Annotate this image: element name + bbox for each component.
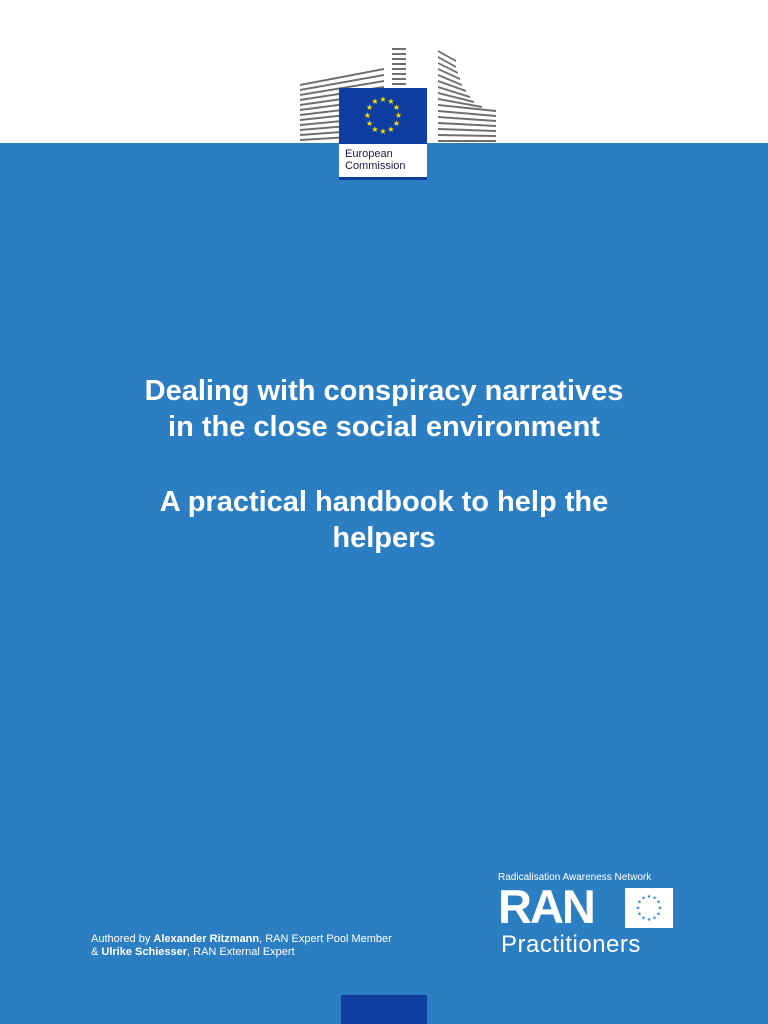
subtitle-line-2: helpers xyxy=(332,522,436,554)
svg-text:★: ★ xyxy=(652,895,657,902)
authors-credit xyxy=(91,933,451,959)
authored-by-prefix: Authored by xyxy=(91,933,154,945)
ec-underline xyxy=(339,177,427,180)
ran-logo-text: RAN xyxy=(498,880,594,933)
author-1-role: , RAN Expert Pool Member xyxy=(259,933,392,945)
document-subtitle xyxy=(84,484,684,556)
ran-network-name: Radicalisation Awareness Network xyxy=(498,872,652,883)
svg-text:★: ★ xyxy=(379,127,387,136)
svg-text:★: ★ xyxy=(387,125,395,134)
ran-practitioners-text: Practitioners xyxy=(501,931,641,958)
svg-text:★: ★ xyxy=(641,915,646,922)
author-2-role: , RAN External Expert xyxy=(187,946,295,958)
svg-text:★: ★ xyxy=(646,917,652,923)
ec-org-name-line2: Commission xyxy=(345,160,406,172)
bottom-flag-bar xyxy=(341,995,427,1024)
author-2-name: Ulrike Schiesser xyxy=(101,946,188,958)
title-line-2: in the close social environment xyxy=(168,411,600,443)
svg-text:★: ★ xyxy=(392,119,401,128)
svg-text:★: ★ xyxy=(371,97,379,106)
eu-flag-icon xyxy=(339,88,427,144)
subtitle-line-1: A practical handbook to help the xyxy=(159,486,609,518)
ec-org-name-line1: European xyxy=(345,148,393,160)
author-line-1 xyxy=(91,933,451,946)
author-1-name: Alexander Ritzmann xyxy=(153,933,260,945)
author-line-2 xyxy=(91,946,451,959)
svg-text:★: ★ xyxy=(394,111,403,120)
svg-text:★: ★ xyxy=(387,97,395,106)
svg-text:★: ★ xyxy=(652,915,657,922)
svg-text:★: ★ xyxy=(363,111,372,120)
svg-text:★: ★ xyxy=(379,95,387,104)
ec-org-name xyxy=(345,148,406,172)
svg-text:★: ★ xyxy=(365,103,374,112)
svg-text:★: ★ xyxy=(656,899,661,906)
ran-star-circle-icon xyxy=(625,888,673,928)
svg-text:★: ★ xyxy=(657,905,663,912)
svg-text:★: ★ xyxy=(371,125,379,134)
european-commission-logo xyxy=(339,88,427,180)
svg-text:★: ★ xyxy=(637,911,642,918)
document-title xyxy=(84,373,684,445)
svg-text:★: ★ xyxy=(637,899,642,906)
ampersand: & xyxy=(91,946,102,958)
svg-text:★: ★ xyxy=(392,103,401,112)
svg-text:★: ★ xyxy=(656,911,661,918)
svg-text:★: ★ xyxy=(641,895,646,902)
svg-text:★: ★ xyxy=(365,119,374,128)
title-line-1: Dealing with conspiracy narratives xyxy=(144,375,624,407)
svg-text:★: ★ xyxy=(646,894,652,900)
svg-text:★: ★ xyxy=(635,905,641,912)
